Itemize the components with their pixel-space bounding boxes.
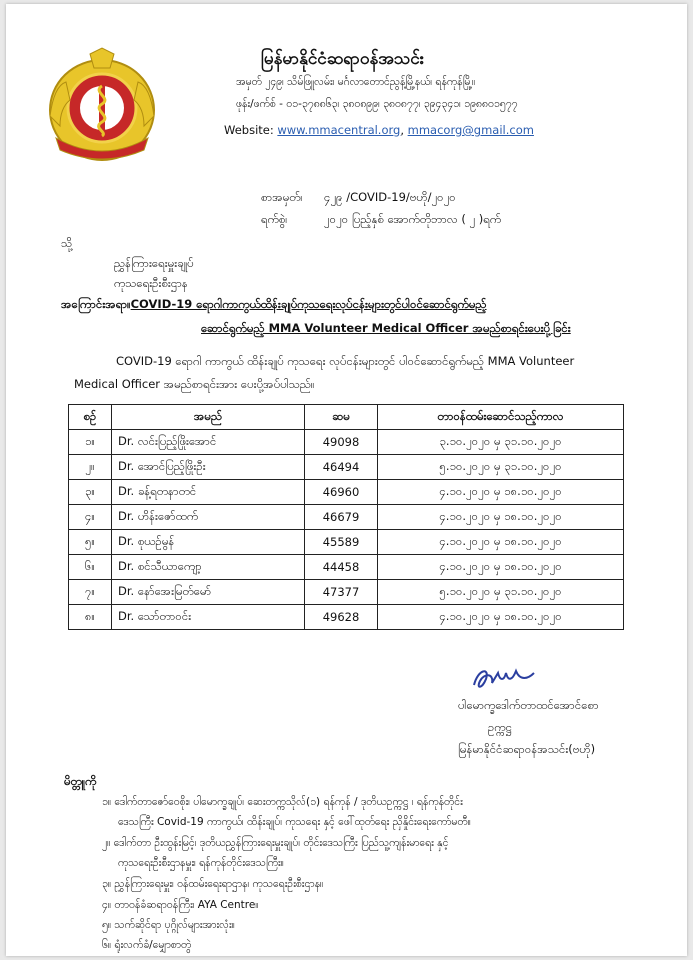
cell-name: Dr. လင်းပြည့်ဖြိုးအောင် [112,430,305,455]
cc-item: ၁။ ဒေါက်တာဇော်ဝေစိုး၊ ပါမောက္ခချုပ်၊ ဆေးတက္ကသိုလ်(၁) ရန်ကုန် / ဒုတိယဥက္ကဋ္ဌ ၊ ရန်ကုန်တိုင်း [102,796,463,808]
mma-emblem-icon [46,46,158,164]
col-header-name: အမည် [112,405,305,430]
email-link[interactable]: mmacorg@gmail.com [407,123,534,137]
cell-period: ၅.၁၀.၂၀၂၀ မှ ၃၁.၁၀.၂၀၂၀ [378,580,624,605]
cell-sr: 46679 [305,505,378,530]
cell-period: ၄.၁၀.၂၀၂၀ မှ ၁၈.၁၀.၂၀၂၀ [378,480,624,505]
cell-name: Dr. အောင်ပြည့်ဖြိုးဦး [112,455,305,480]
cell-name: Dr. သော်တာဝင်း [112,605,305,630]
cell-sr: 46960 [305,480,378,505]
cc-item: ၄။ တာဝန်ခံဆရာဝန်ကြီး၊ AYA Centre။ [102,899,259,911]
ref-number-value: ၄၂၉ /COVID-19/ဗဟို/၂၀၂၀ [324,190,456,204]
cell-no: ၄။ [69,505,112,530]
cell-period: ၅.၁၀.၂၀၂၀ မှ ၃၁.၁၀.၂၀၂၀ [378,455,624,480]
cc-item: ကုသရေးဦးစီးဌာနမှူး၊ ရန်ကုန်တိုင်းဒေသကြီး။ [118,857,284,869]
cell-no: ၈။ [69,605,112,630]
cell-no: ၂။ [69,455,112,480]
ref-number-label: စာအမှတ်၊ [261,190,303,204]
cell-period: ၄.၁၀.၂၀၂၀ မှ ၁၈.၁၀.၂၀၂၀ [378,555,624,580]
letter-page [6,4,687,956]
cell-sr: 49628 [305,605,378,630]
table-row [69,455,624,480]
cell-no: ၁။ [69,430,112,455]
cell-name: Dr. နော်အေးမြတ်မော် [112,580,305,605]
org-address: အမှတ် ၂၄၉၊ သိမ်ဖြူလမ်း၊ မင်္ဂလာတောင်ညွန့်မြို့နယ်၊ ရန်ကုန်မြို့။ [236,76,476,88]
col-header-sr: ဆမ [305,405,378,430]
cell-period: ၄.၁၀.၂၀၂၀ မှ ၁၈.၁၀.၂၀၂၀ [378,530,624,555]
recipient-line1: ညွှန်ကြားရေးမှူးချုပ် [114,256,194,270]
body-line2: Medical Officer အမည်စာရင်းအား ပေးပို့အပ်ပါသည်။ [74,377,315,391]
cc-item: ၃။ ညွှန်ကြားရေးမှူး၊ ဝန်ထမ်းရေးရာဌာန၊ ကုသရေးဦးစီးဌာန။ [102,878,324,890]
to-label: သို့ [61,236,73,250]
table-header-row [69,405,624,430]
table-row [69,580,624,605]
col-header-no: စဉ် [69,405,112,430]
cell-name: Dr. စုယဉ်မွန် [112,530,305,555]
officer-table [68,404,624,630]
table-row [69,430,624,455]
cell-period: ၄.၁၀.၂၀၂၀ မှ ၁၈.၁၀.၂၀၂၀ [378,605,624,630]
cc-item: ၆။ ရုံးလက်ခံ/မျှောစာတွဲ [102,939,192,951]
website-separator: , [400,123,404,137]
cell-no: ၆။ [69,555,112,580]
cell-name: Dr. စင်သီယာကျော့ [112,555,305,580]
cell-no: ၃။ [69,480,112,505]
subject-line2: ဆောင်ရွက်မည့် MMA Volunteer Medical Officer အမည်စာရင်းပေးပို့ခြင်း [201,321,571,335]
signer-name: ပါမောက္ခဒေါက်တာထင်အောင်စော [458,698,599,712]
cell-sr: 46494 [305,455,378,480]
cell-no: ၅။ [69,530,112,555]
cell-no: ၇။ [69,580,112,605]
website-label: Website: [224,123,274,137]
cell-sr: 45589 [305,530,378,555]
cc-item: ဒေသကြီး Covid-19 ကာကွယ်၊ ထိန်းချုပ်၊ ကုသရေး နှင့် ဖေါ်ထုတ်ရေး ညှိနှိုင်းရေးကော်မတီ။ [118,816,471,828]
cell-sr: 47377 [305,580,378,605]
ref-date-value: ၂၀၂၀ ပြည့်နှစ် အောက်တိုဘာလ ( ၂ )ရက် [324,212,502,226]
col-header-period: တာဝန်ထမ်းဆောင်သည့်ကာလ [378,405,624,430]
table-row [69,605,624,630]
cc-item: ၅။ သက်ဆိုင်ရာ ပုဂ္ဂိုလ်များအားလုံး။ [102,919,235,931]
subject-line1: COVID-19 ရောဂါကာကွယ်ထိန်းချုပ်ကုသရေးလုပ်ငန်းများတွင်ပါဝင်ဆောင်ရွက်မည့် [130,297,487,311]
cc-label: မိတ္တူကို [64,774,97,788]
subject-label: အကြောင်းအရာ။ [61,297,131,311]
handwritten-signature-icon [468,659,538,699]
cell-sr: 44458 [305,555,378,580]
ref-date-label: ရက်စွဲ၊ [261,212,288,226]
table-row [69,530,624,555]
table-row [69,480,624,505]
website-link[interactable]: www.mmacentral.org [277,123,401,137]
signer-title: ဥက္ကဋ္ဌ [488,720,512,734]
table-row [69,505,624,530]
cc-item: ၂။ ဒေါက်တာ ဦးထွန်းမြင့်၊ ဒုတိယညွှန်ကြားရေးမှူးချုပ်၊ တိုင်းဒေသကြီး ပြည်သူ့ကျန်းမာရေး နှင့် [102,837,449,849]
cell-sr: 49098 [305,430,378,455]
website-line [224,123,534,137]
cell-period: ၄.၁၀.၂၀၂၀ မှ ၁၈.၁၀.၂၀၂၀ [378,505,624,530]
org-name: မြန်မာနိုင်ငံဆရာဝန်အသင်း [261,49,425,69]
cell-name: Dr. ခန့်ရတနာတင် [112,480,305,505]
body-line1: COVID-19 ရောဂါ ကာကွယ် ထိန်းချုပ် ကုသရေး လုပ်ငန်းများတွင် ပါဝင်ဆောင်ရွက်မည့် MMA Volunteer [116,354,575,368]
recipient-line2: ကုသရေးဦးစီးဌာန [114,276,188,290]
signer-org: မြန်မာနိုင်ငံဆရာဝန်အသင်း(ဗဟို) [458,742,596,756]
subject [61,297,661,335]
org-phone: ဖုန်း/ဖက်စ် - ၀၁-၃၇၈၈၆၃၊ ၃၈၀၈၉၉၊ ၃၈၀၈၇၇၊ ၃၉၄၃၄၁၊ ၁၉၈၈၀၁၅၇၇ [236,98,518,110]
table-row [69,555,624,580]
cell-period: ၃.၁၀.၂၀၂၀ မှ ၃၁.၁၀.၂၀၂၀ [378,430,624,455]
cell-name: Dr. ဟိန်းဇော်ထက် [112,505,305,530]
